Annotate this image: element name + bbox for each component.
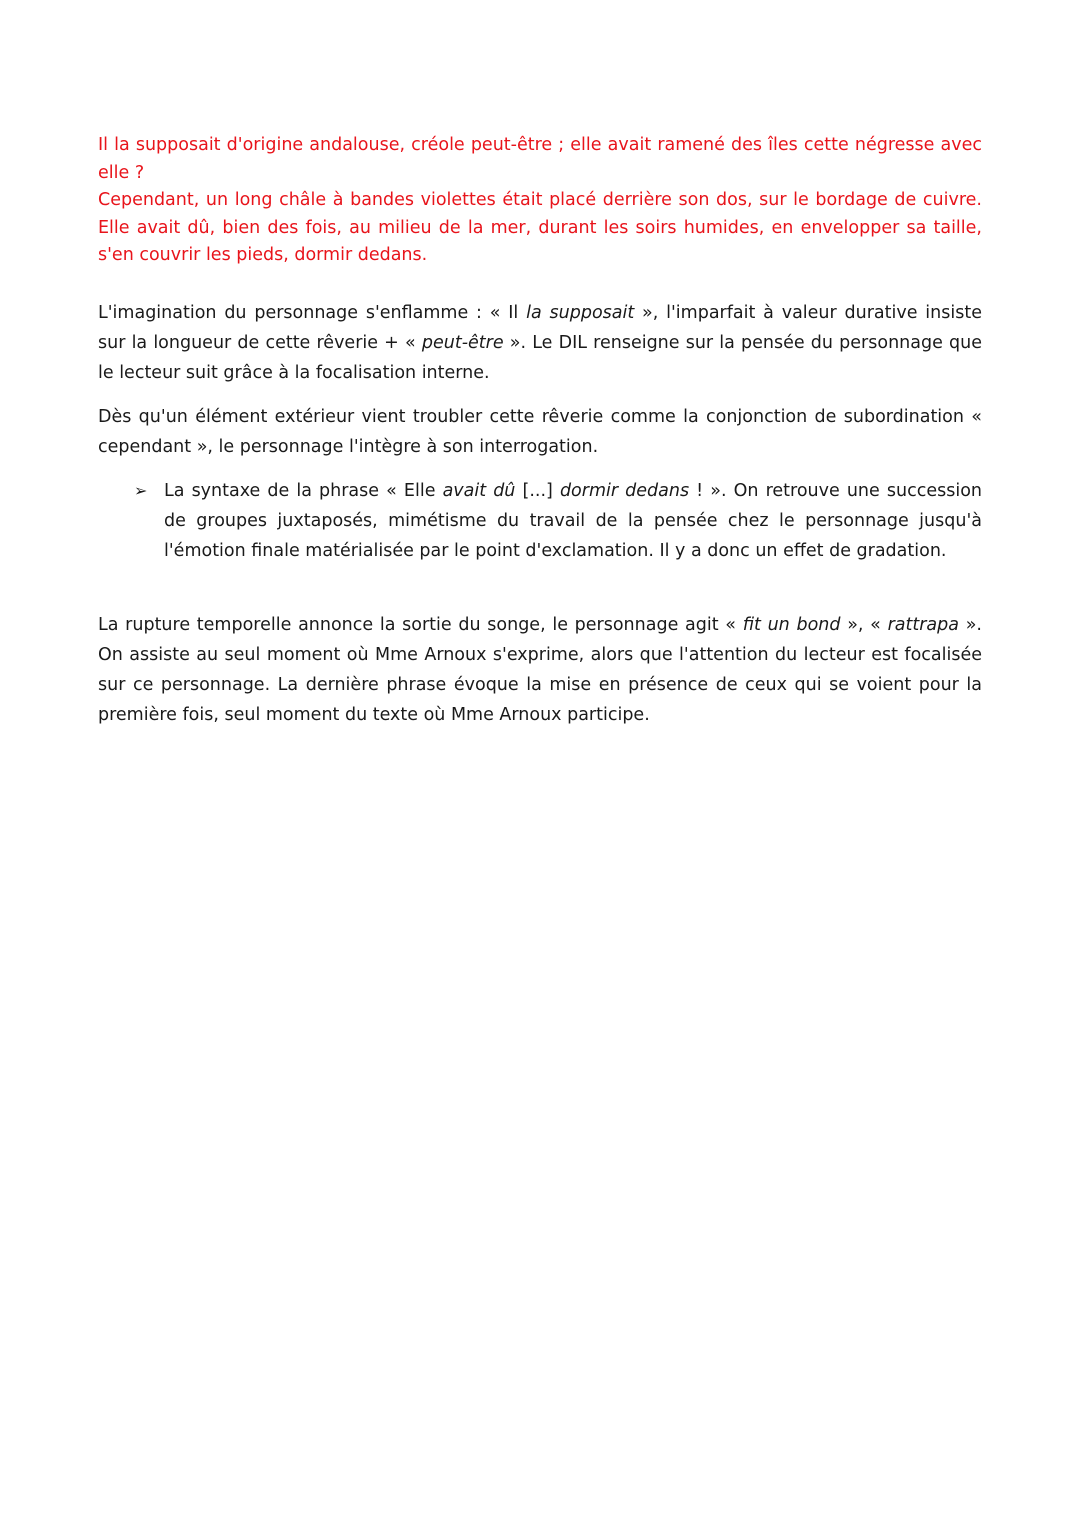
para1-italic-b: la supposait [526,302,635,323]
para1-italic-d: peut-être [421,332,504,353]
para3-italic-b: fit un bond [742,614,841,635]
analysis-paragraph-1 [98,298,982,388]
bullet-text-c: [...] [515,480,560,501]
arrow-bullet-icon: ➢ [134,480,148,500]
para1-text-e: ». Le DIL renseigne sur la pensée du personnage que le lecteur suit grâce à la focalisation interne. [98,332,982,383]
bullet-text-a: La syntaxe de la phrase « Elle [164,480,443,501]
para3-text-c: », « [840,614,888,635]
para1-text-a: L'imagination du personnage s'enflamme : « Il [98,302,527,323]
analysis-paragraph-2: Dès qu'un élément extérieur vient troubler cette rêverie comme la conjonction de subordination « cependant », le personnage l'intègre à son interrogation. [98,406,982,457]
para1-text-c: », l'imparfait à valeur durative insiste sur la longueur de cette rêverie + « [98,302,982,353]
para3-text-a: La rupture temporelle annonce la sortie du songe, le personnage agit « [98,614,743,635]
bullet-italic-b: avait dû [442,480,516,501]
bullet-item [134,476,982,566]
para3-text-e: ». On assiste au seul moment où Mme Arnoux s'exprime, alors que l'attention du lecteur est focalisée sur ce personnage. La dernière phrase évoque la mise en présence de ceux qui se voient pour la première fois, seul moment du texte où Mme Arnoux participe. [98,614,982,725]
quote-line-1: Il la supposait d'origine andalouse, créole peut-être ; elle avait ramené des îles cette négresse avec elle ? [98,135,982,183]
para3-italic-d: rattrapa [887,614,959,635]
bullet-text-e: ! ». On retrouve une succession de groupes juxtaposés, mimétisme du travail de la pensée chez le personnage jusqu'à l'émotion finale matérialisée par le point d'exclamation. Il y a donc un effet de gradation. [164,480,982,561]
bullet-italic-d: dormir dedans [559,480,690,501]
quoted-excerpt [98,132,982,270]
bullet-text [164,476,982,566]
analysis-paragraph-3 [98,610,982,730]
quote-line-2: Cependant, un long châle à bandes violettes était placé derrière son dos, sur le bordage de cuivre. Elle avait dû, bien des fois, au milieu de la mer, durant les soirs humides, en envelopper sa taille, s'en couvrir les pieds, dormir dedans. [98,190,982,265]
document-page [98,132,982,730]
